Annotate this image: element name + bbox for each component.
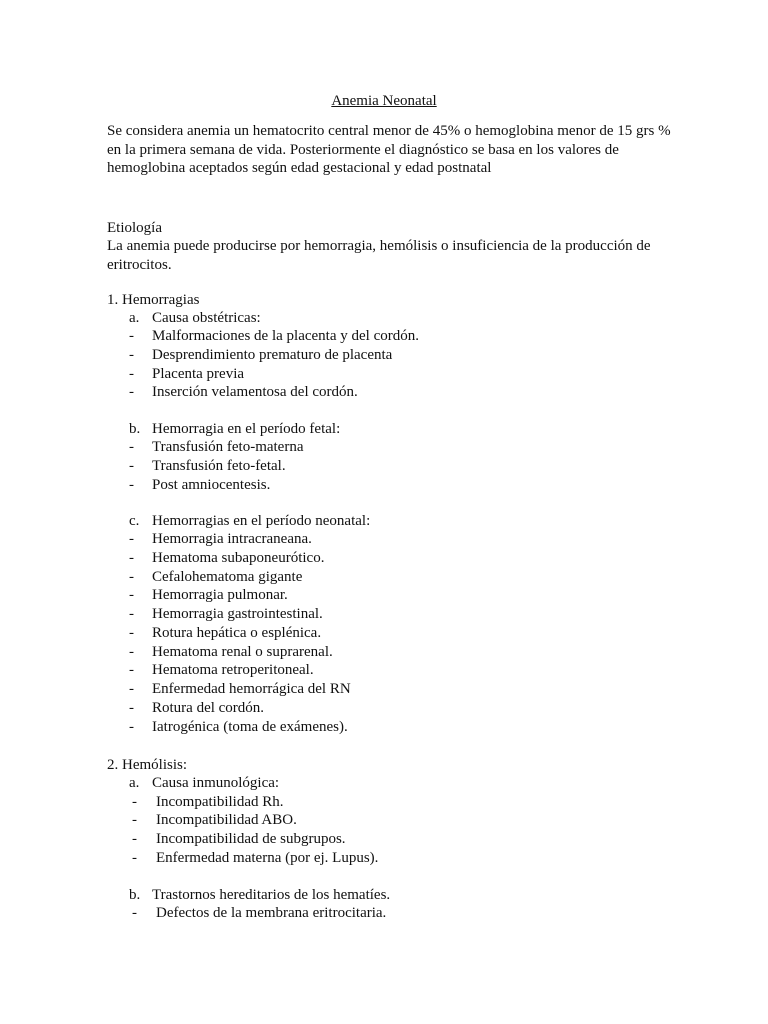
list-marker: b.	[129, 887, 141, 903]
bullet-marker: -	[129, 644, 134, 660]
list-item: Hemorragia pulmonar.	[152, 587, 288, 603]
list-item: Cefalohematoma gigante	[152, 569, 303, 585]
bullet-marker: -	[129, 439, 134, 455]
bullet-marker: -	[132, 794, 137, 810]
bullet-marker: -	[129, 625, 134, 641]
list-item: Malformaciones de la placenta y del cordón.	[152, 328, 419, 344]
section-heading-hemolisis: 2. Hemólisis:	[107, 757, 188, 773]
list-item: Enfermedad hemorrágica del RN	[152, 681, 351, 697]
bullet-marker: -	[129, 458, 134, 474]
etiologia-heading: Etiología	[107, 220, 162, 236]
bullet-marker: -	[129, 681, 134, 697]
bullet-marker: -	[132, 850, 137, 866]
list-marker: a.	[129, 775, 140, 791]
list-item: Defectos de la membrana eritrocitaria.	[156, 905, 387, 921]
list-item: Transfusión feto-materna	[152, 439, 304, 455]
list-item: Transfusión feto-fetal.	[152, 458, 286, 474]
bullet-marker: -	[129, 587, 134, 603]
list-item: Hematoma subaponeurótico.	[152, 550, 325, 566]
list-item: Incompatibilidad ABO.	[156, 812, 297, 828]
bullet-marker: -	[132, 905, 137, 921]
list-item: Inserción velamentosa del cordón.	[152, 384, 358, 400]
bullet-marker: -	[132, 831, 137, 847]
list-item: Hematoma retroperitoneal.	[152, 662, 314, 678]
bullet-marker: -	[129, 384, 134, 400]
list-item: Placenta previa	[152, 366, 245, 382]
bullet-marker: -	[129, 606, 134, 622]
subsection-label: Causa inmunológica:	[152, 775, 280, 791]
bullet-marker: -	[129, 719, 134, 735]
bullet-marker: -	[132, 812, 137, 828]
list-marker: c.	[129, 513, 140, 529]
list-marker: a.	[129, 310, 140, 326]
bullet-marker: -	[129, 347, 134, 363]
list-item: Post amniocentesis.	[152, 477, 271, 493]
page-title: Anemia Neonatal	[331, 93, 437, 109]
subsection-label: Trastornos hereditarios de los hematíes.	[152, 887, 391, 903]
bullet-marker: -	[129, 700, 134, 716]
list-item: Hematoma renal o suprarenal.	[152, 644, 333, 660]
list-item: Incompatibilidad Rh.	[156, 794, 284, 810]
list-item: Hemorragia gastrointestinal.	[152, 606, 323, 622]
section-heading-hemorragias: 1. Hemorragias	[107, 292, 200, 308]
list-item: Hemorragia intracraneana.	[152, 531, 312, 547]
list-item: Incompatibilidad de subgrupos.	[156, 831, 346, 847]
bullet-marker: -	[129, 531, 134, 547]
subsection-label: Hemorragias en el período neonatal:	[152, 513, 371, 529]
bullet-marker: -	[129, 662, 134, 678]
subsection-label: Hemorragia en el período fetal:	[152, 421, 341, 437]
bullet-marker: -	[129, 550, 134, 566]
list-item: Rotura hepática o esplénica.	[152, 625, 322, 641]
bullet-marker: -	[129, 569, 134, 585]
bullet-marker: -	[129, 328, 134, 344]
intro-paragraph: Se considera anemia un hematocrito central menor de 45% o hemoglobina menor de 15 grs % en la primera semana de vida. Posteriormente el diagnóstico se basa en los valores de hemoglobina aceptados según edad gestacional y edad postnatal	[107, 123, 671, 177]
list-item: Rotura del cordón.	[152, 700, 265, 716]
bullet-marker: -	[129, 366, 134, 382]
list-marker: b.	[129, 421, 141, 437]
subsection-label: Causa obstétricas:	[152, 310, 261, 326]
list-item: Enfermedad materna (por ej. Lupus).	[156, 850, 379, 866]
etiologia-paragraph: La anemia puede producirse por hemorragia, hemólisis o insuficiencia de la producción de eritrocitos.	[107, 238, 651, 273]
bullet-marker: -	[129, 477, 134, 493]
list-item: Iatrogénica (toma de exámenes).	[152, 719, 348, 735]
list-item: Desprendimiento prematuro de placenta	[152, 347, 393, 363]
